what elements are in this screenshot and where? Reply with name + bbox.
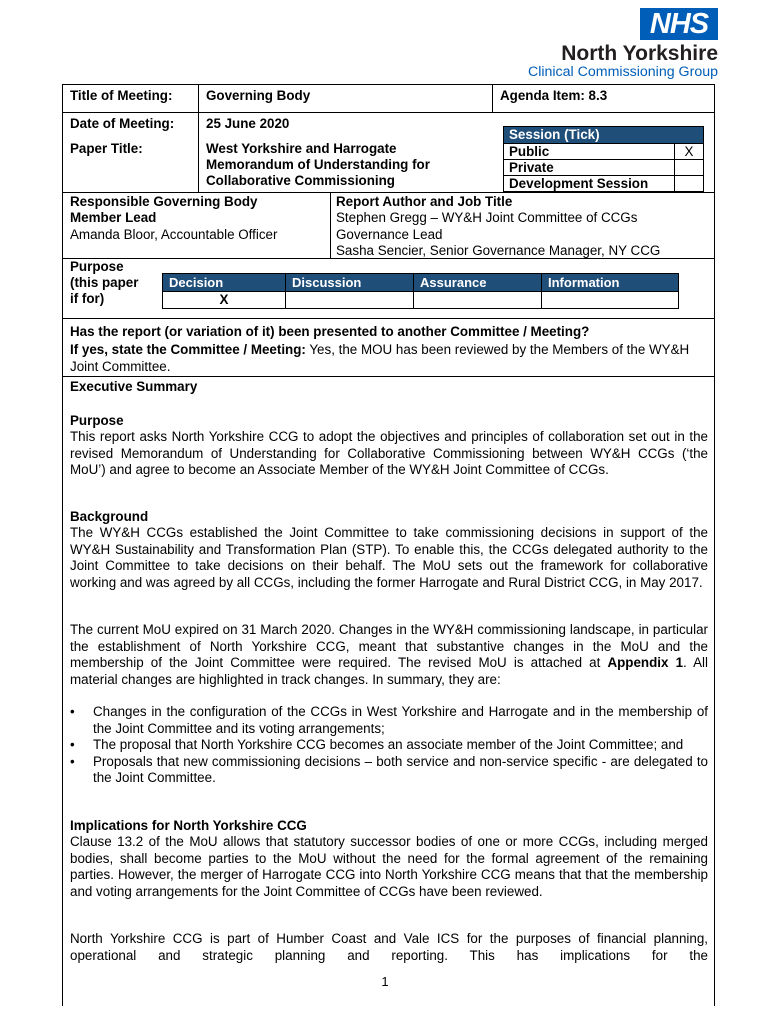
responsible-heading: Member Lead bbox=[70, 210, 157, 225]
table-divider bbox=[62, 192, 715, 193]
purpose-option-discussion: Discussion bbox=[286, 274, 413, 291]
agenda-item: Agenda Item: 8.3 bbox=[500, 88, 608, 103]
title-value: Governing Body bbox=[206, 88, 311, 103]
author-line: Stephen Gregg – WY&H Joint Committee of CCGs bbox=[336, 210, 638, 225]
background-heading: Background bbox=[70, 509, 149, 524]
table-border-top bbox=[62, 84, 715, 85]
session-development-label: Development Session bbox=[509, 176, 649, 191]
current-mou-paragraph bbox=[70, 622, 708, 688]
paper-title-label: Paper Title: bbox=[70, 141, 143, 156]
date-value: 25 June 2020 bbox=[206, 116, 290, 131]
title-label: Title of Meeting: bbox=[70, 88, 173, 103]
author-line: Sasha Sencier, Senior Governance Manager, NY CCG bbox=[336, 243, 661, 258]
implications-heading: Implications for North Yorkshire CCG bbox=[70, 818, 307, 833]
presented-question: Has the report (or variation of it) been presented to another Committee / Meeting? bbox=[70, 324, 590, 339]
session-private-label: Private bbox=[509, 160, 554, 175]
purpose-option-assurance: Assurance bbox=[414, 274, 541, 291]
date-label: Date of Meeting: bbox=[70, 116, 175, 131]
responsible-heading: Responsible Governing Body bbox=[70, 194, 258, 209]
purpose-heading: Purpose bbox=[70, 413, 124, 428]
list-item: • Proposals that new commissioning decisions – both service and non-service specific - are delegated to the Joint Committee. bbox=[70, 754, 708, 787]
purpose-decision-mark: X bbox=[219, 292, 229, 307]
hcv-paragraph: North Yorkshire CCG is part of Humber Coast and Vale ICS for the purposes of financial planning, operational and strategic planning and reporting. This has implications for the bbox=[70, 931, 708, 963]
paper-title-line: Memorandum of Understanding for bbox=[206, 157, 430, 172]
presented-answer-text: Yes, the MOU has been reviewed by the Members of the WY&H Joint Committee. bbox=[70, 342, 690, 374]
table-divider bbox=[62, 318, 715, 319]
paper-title-line: West Yorkshire and Harrogate bbox=[206, 141, 397, 156]
session-public-mark: X bbox=[684, 144, 694, 159]
org-name: North Yorkshire bbox=[561, 42, 718, 65]
list-item: • The proposal that North Yorkshire CCG becomes an associate member of the Joint Committee; and bbox=[70, 737, 708, 754]
purpose-label: Purpose bbox=[70, 259, 124, 274]
purpose-option-information: Information bbox=[542, 274, 678, 291]
table-divider bbox=[62, 376, 715, 377]
changes-list bbox=[70, 704, 708, 787]
table-divider bbox=[198, 84, 199, 192]
table-divider bbox=[62, 112, 715, 113]
table-border-left bbox=[62, 84, 63, 1006]
background-paragraph: The WY&H CCGs established the Joint Committee to take commissioning decisions in support of the WY&H Sustainability and Transformation Plan (STP). To enable this, the CCGs delegated authority to the Joint Committee to take decisions on their behalf. The MoU sets out the framework for collaborative working and was agreed by all CCGs, including the former Harrogate and Rural District CCG, in May 2017. bbox=[70, 525, 708, 590]
session-table bbox=[503, 126, 704, 192]
presented-answer bbox=[70, 342, 695, 375]
current-mou-text-end: . All material changes are highlighted in track changes. In summary, they are: bbox=[70, 655, 709, 687]
list-item: • Changes in the configuration of the CCGs in West Yorkshire and Harrogate and in the membership of the Joint Committee and its voting arrangements; bbox=[70, 704, 708, 737]
presented-label: If yes, state the Committee / Meeting: bbox=[70, 342, 306, 357]
table-divider bbox=[330, 192, 331, 258]
purpose-label: if for) bbox=[70, 291, 105, 306]
purpose-label: (this paper bbox=[70, 275, 139, 290]
page-number: 1 bbox=[381, 974, 389, 989]
author-line: Governance Lead bbox=[336, 227, 443, 242]
purpose-paragraph: This report asks North Yorkshire CCG to adopt the objectives and principles of collaboration set out in the revised Memorandum of Understanding for Collaborative Commissioning between WY&H CCGs (‘the MoU’) and agree to become an Associate Member of the WY&H Joint Committee of CCGs. bbox=[70, 429, 708, 478]
paper-title-line: Collaborative Commissioning bbox=[206, 173, 395, 188]
nhs-logo: NHS bbox=[640, 8, 718, 40]
executive-summary-heading: Executive Summary bbox=[70, 379, 198, 394]
table-divider bbox=[492, 84, 493, 113]
appendix-reference: Appendix 1 bbox=[607, 655, 684, 671]
purpose-option-decision: Decision bbox=[163, 274, 285, 291]
table-border-right bbox=[714, 84, 715, 1006]
current-mou-text: The current MoU expired on 31 March 2020. Changes in the WY&H commissioning landscape, in particular the establishment of North Yorkshire CCG, meant that substantive changes in the MoU and the membership of the Joint Committee were required. The revised MoU is attached at bbox=[70, 622, 708, 671]
responsible-name: Amanda Bloor, Accountable Officer bbox=[70, 227, 278, 242]
session-heading: Session (Tick) bbox=[504, 127, 703, 143]
session-public-label: Public bbox=[509, 144, 550, 159]
org-subtitle: Clinical Commissioning Group bbox=[527, 64, 718, 80]
implications-paragraph: Clause 13.2 of the MoU allows that statutory successor bodies of one or more CCGs, including merged bodies, shall become parties to the MoU without the need for the formal agreement of the remaining parties. However, the merger of Harrogate CCG into North Yorkshire CCG means that that the membership and voting arrangements for the Joint Committee of CCGs have been reviewed. bbox=[70, 834, 708, 899]
author-heading: Report Author and Job Title bbox=[336, 194, 513, 209]
